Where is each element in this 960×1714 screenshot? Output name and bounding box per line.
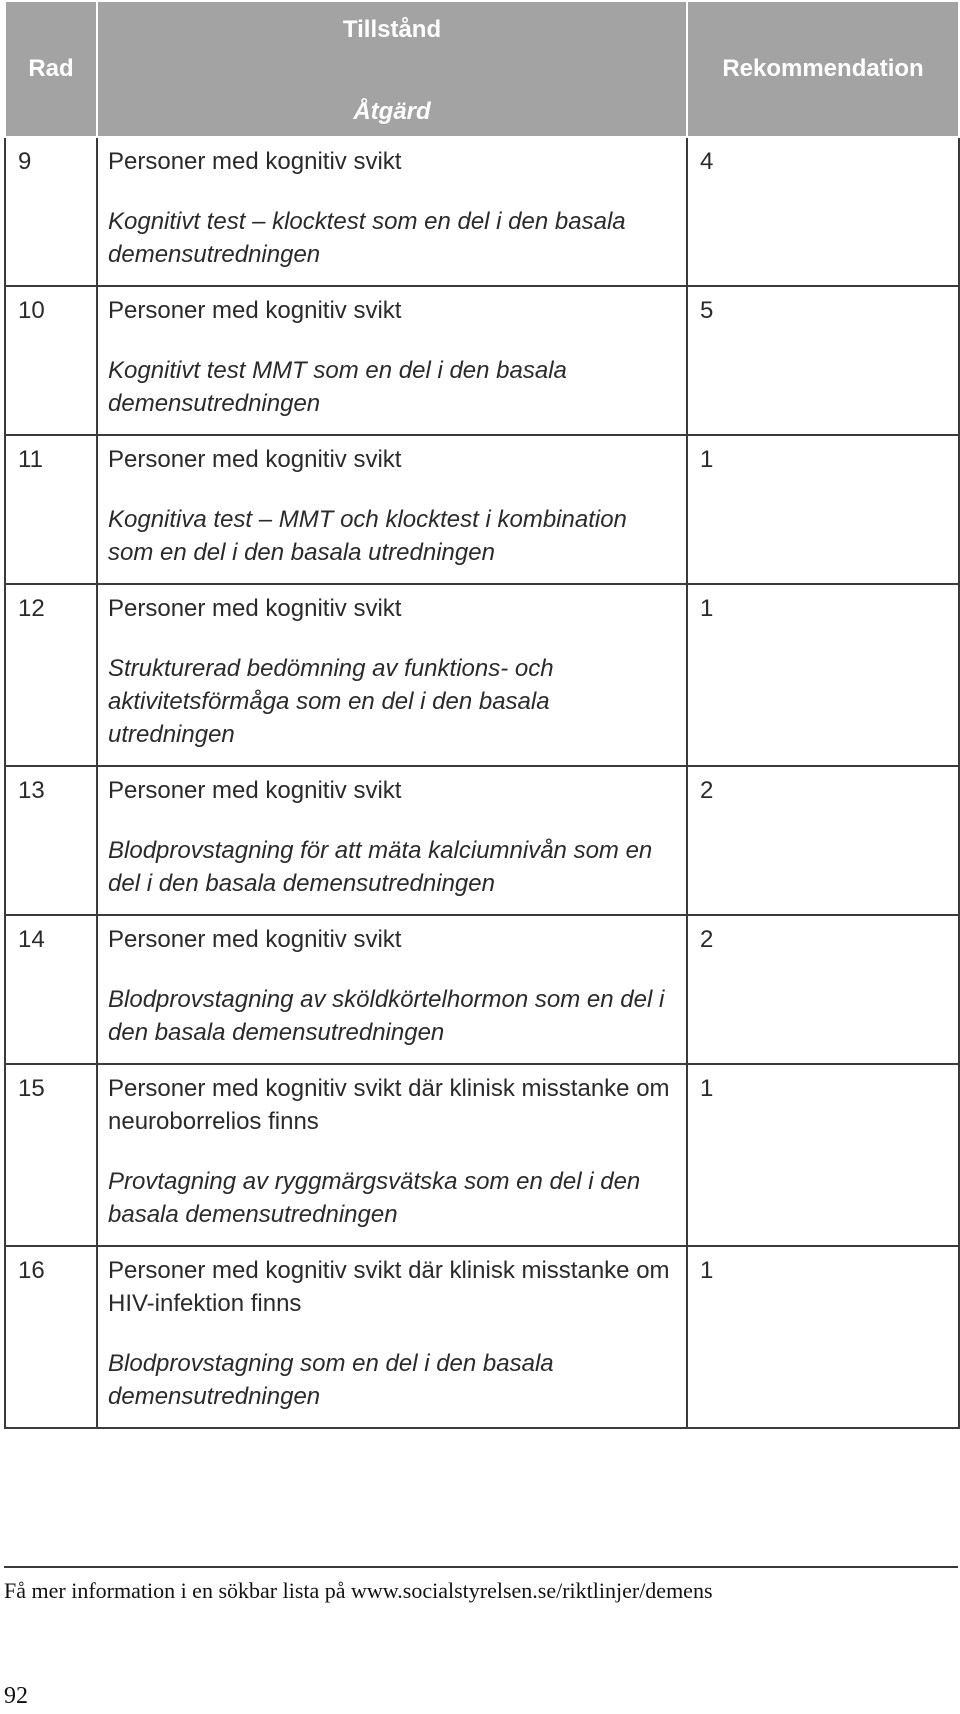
row-action: Kognitivt test MMT som en del i den basala demensutredningen <box>108 357 567 417</box>
row-condition-action <box>97 286 687 435</box>
column-header-rekommendation: Rekommendation <box>687 2 959 137</box>
table-row <box>5 286 959 435</box>
row-condition: Personer med kognitiv svikt <box>108 926 402 953</box>
row-number: 10 <box>5 286 97 435</box>
row-condition: Personer med kognitiv svikt där klinisk misstanke om neuroborrelios finns <box>108 1075 670 1135</box>
footer-note: Få mer information i en sökbar lista på www.socialstyrelsen.se/riktlinjer/demens <box>4 1578 713 1603</box>
row-recommendation: 4 <box>687 137 959 286</box>
row-condition: Personer med kognitiv svikt <box>108 297 402 324</box>
row-action: Provtagning av ryggmärgsvätska som en del i den basala demensutredningen <box>108 1168 641 1228</box>
row-action: Blodprovstagning för att mäta kalciumnivån som en del i den basala demensutredningen <box>108 837 653 897</box>
row-recommendation: 2 <box>687 915 959 1064</box>
row-action: Kognitivt test – klocktest som en del i den basala demensutredningen <box>108 208 626 268</box>
table-row <box>5 766 959 915</box>
table-header-row <box>5 2 959 137</box>
row-number: 13 <box>5 766 97 915</box>
row-number: 14 <box>5 915 97 1064</box>
table-row <box>5 137 959 286</box>
table-row <box>5 1064 959 1246</box>
column-header-tillstand: Tillstånd <box>342 16 442 43</box>
row-recommendation: 5 <box>687 286 959 435</box>
row-condition-action <box>97 435 687 584</box>
row-condition-action <box>97 915 687 1064</box>
row-recommendation: 1 <box>687 584 959 766</box>
row-number: 15 <box>5 1064 97 1246</box>
recommendation-table <box>4 2 960 1429</box>
row-condition-action <box>97 137 687 286</box>
column-header-tillstand-atgard <box>97 2 687 137</box>
row-recommendation: 1 <box>687 435 959 584</box>
row-condition: Personer med kognitiv svikt <box>108 595 402 622</box>
table-row <box>5 915 959 1064</box>
table-row <box>5 435 959 584</box>
row-recommendation: 2 <box>687 766 959 915</box>
row-action: Blodprovstagning av sköldkörtelhormon som en del i den basala demensutredningen <box>108 986 665 1046</box>
column-header-rad: Rad <box>5 2 97 137</box>
footer-divider <box>4 1566 958 1568</box>
row-condition: Personer med kognitiv svikt <box>108 777 402 804</box>
row-action: Blodprovstagning som en del i den basala demensutredningen <box>108 1350 554 1410</box>
row-number: 11 <box>5 435 97 584</box>
row-recommendation: 1 <box>687 1246 959 1428</box>
row-recommendation: 1 <box>687 1064 959 1246</box>
page-number: 92 <box>4 1683 28 1709</box>
row-condition: Personer med kognitiv svikt <box>108 148 402 175</box>
row-condition-action <box>97 766 687 915</box>
row-condition-action <box>97 1246 687 1428</box>
row-number: 16 <box>5 1246 97 1428</box>
row-condition-action <box>97 584 687 766</box>
row-number: 12 <box>5 584 97 766</box>
row-action: Kognitiva test – MMT och klocktest i kombination som en del i den basala utredningen <box>108 506 627 566</box>
row-condition-action <box>97 1064 687 1246</box>
table-row <box>5 1246 959 1428</box>
row-action: Strukturerad bedömning av funktions- och aktivitetsförmåga som en del i den basala utredningen <box>108 655 554 748</box>
row-number: 9 <box>5 137 97 286</box>
column-header-atgard: Åtgärd <box>353 98 431 125</box>
row-condition: Personer med kognitiv svikt <box>108 446 402 473</box>
table-row <box>5 584 959 766</box>
row-condition: Personer med kognitiv svikt där klinisk misstanke om HIV-infektion finns <box>108 1257 670 1317</box>
